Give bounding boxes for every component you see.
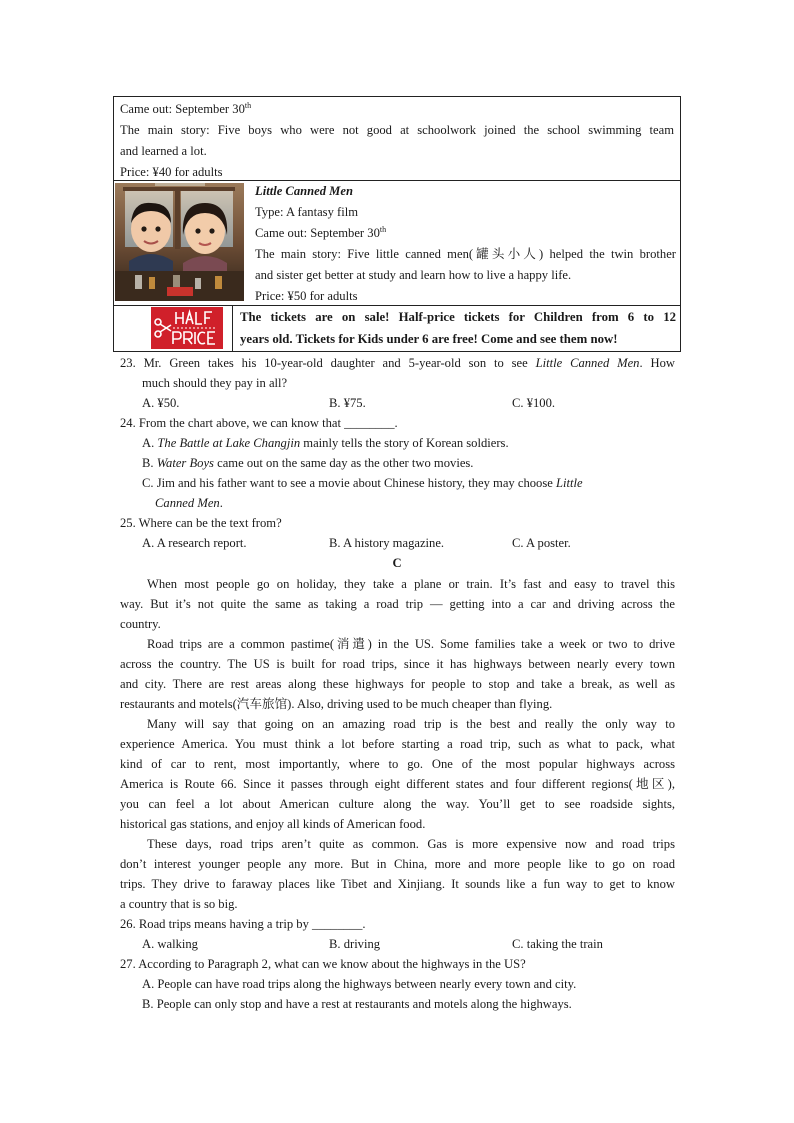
question-25-option-a[interactable]: A. A research report. xyxy=(142,536,247,550)
p4-line: don’t interest younger people any more. But in China, more and more people like to go on road xyxy=(120,857,675,871)
movie-title: Little Canned Men xyxy=(255,184,353,198)
story-text: The main story: Five boys who were not good at schoolwork joined the school swimming team xyxy=(120,123,674,137)
came-out-text: Came out: September 30th xyxy=(120,100,252,116)
question-26-stem: 26. Road trips means having a trip by ________. xyxy=(120,917,366,931)
question-24-option-c-cont: Canned Men. xyxy=(155,496,223,510)
question-27-stem: 27. According to Paragraph 2, what can we know about the highways in the US? xyxy=(120,957,526,971)
question-23-stem: 23. Mr. Green takes his 10-year-old daughter and 5-year-old son to see Little Canned Men. How xyxy=(120,356,675,370)
price-text: Price: ¥50 for adults xyxy=(255,289,358,303)
paragraph-3 xyxy=(120,714,675,834)
paragraph-4 xyxy=(120,834,675,914)
paragraph-1 xyxy=(120,574,675,634)
p1-line: country. xyxy=(120,617,161,631)
question-27-option-a[interactable]: A. People can have road trips along the highways between nearly every town and city. xyxy=(142,977,577,991)
badge-cell xyxy=(114,306,233,351)
p3-line: kind of car to rent, most importantly, where to go. One of the most popular highways across xyxy=(120,757,675,771)
passage xyxy=(120,574,675,914)
p3-line: you can feel a lot about American culture along the way. You’ll get to see roadside sights, xyxy=(120,797,675,811)
notice-line-1: The tickets are on sale! Half-price tickets for Children from 6 to 12 xyxy=(240,310,676,324)
question-25-stem: 25. Where can be the text from? xyxy=(120,516,282,530)
movie-info xyxy=(255,181,676,307)
p4-line: a country that is so big. xyxy=(120,897,238,911)
p2-line: across the country. The US is built for road trips, since it has highways between nearly every town xyxy=(120,657,675,671)
question-27-option-b[interactable]: B. People can only stop and have a rest at restaurants and motels along the highways. xyxy=(142,997,572,1011)
story-text: The main story: Five little canned men(罐头小人) helped the twin brother xyxy=(255,247,676,261)
ticket-notice-row xyxy=(114,306,680,351)
section-heading: C xyxy=(392,556,402,570)
story-text-cont: and sister get better at study and learn how to live a happy life. xyxy=(255,268,572,282)
came-out-text: Came out: September 30th xyxy=(255,224,387,240)
question-26-option-c[interactable]: C. taking the train xyxy=(512,937,603,951)
question-26-option-a[interactable]: A. walking xyxy=(142,937,198,951)
movie-poster-image xyxy=(115,183,244,301)
question-25-option-b[interactable]: B. A history magazine. xyxy=(329,536,445,550)
p2-line: Road trips are a common pastime(消遣) in the US. Some families take a week or two to drive xyxy=(147,637,675,651)
movie-table xyxy=(113,96,681,352)
question-25-option-c[interactable]: C. A poster. xyxy=(512,536,571,550)
question-23-stem-cont: much should they pay in all? xyxy=(142,376,288,390)
p4-line: These days, road trips aren’t quite as common. Gas is more expensive now and road trips xyxy=(147,837,675,851)
half-price-scissors-icon xyxy=(151,307,223,349)
p2-line: and city. There are rest areas along these highways for people to stop and take a break, as well as xyxy=(120,677,675,691)
type-text: Type: A fantasy film xyxy=(255,205,358,219)
question-23-option-a[interactable]: A. ¥50. xyxy=(142,396,180,410)
question-23 xyxy=(120,353,675,393)
notice-line-2: years old. Tickets for Kids under 6 are free! Come and see them now! xyxy=(240,332,618,346)
p3-line: experience America. You must think a lot before starting a road trip, such as what to pack, what xyxy=(120,737,675,751)
price-text: Price: ¥40 for adults xyxy=(120,165,223,179)
p3-line: America is Route 66. Since it passes through eight different states and four different regions(地区), xyxy=(120,777,675,791)
question-26-option-b[interactable]: B. driving xyxy=(329,937,381,951)
question-23-option-c[interactable]: C. ¥100. xyxy=(512,396,556,410)
question-24-option-b[interactable]: B. Water Boys came out on the same day as the other two movies. xyxy=(142,456,474,470)
question-24-stem: 24. From the chart above, we can know that ________. xyxy=(120,416,398,430)
p3-line: Many will say that going on an amazing road trip is the best and really the only way to xyxy=(147,717,675,731)
movie-row-water-boys xyxy=(114,97,680,181)
p4-line: trips. They drive to faraway places like Tibet and Xinjiang. It sounds like a fun way to get to know xyxy=(120,877,675,891)
p3-line: historical gas stations, and enjoy all kinds of American food. xyxy=(120,817,426,831)
movie-row-little-canned-men xyxy=(114,181,680,306)
question-24-option-a[interactable]: A. The Battle at Lake Changjin mainly tells the story of Korean soldiers. xyxy=(142,436,509,450)
paragraph-2 xyxy=(120,634,675,714)
p2-line: restaurants and motels(汽车旅馆). Also, driving used to be much cheaper than flying. xyxy=(120,697,553,711)
p1-line: When most people go on holiday, they take a plane or train. It’s fast and easy to travel this xyxy=(147,577,675,591)
ticket-notice-text xyxy=(240,306,676,350)
story-text-cont: and learned a lot. xyxy=(120,144,207,158)
p1-line: way. But it’s not quite the same as taking a road trip — getting into a car and driving across the xyxy=(120,597,675,611)
question-24-option-c[interactable]: C. Jim and his father want to see a movie about Chinese history, they may choose Little xyxy=(142,476,583,490)
question-23-option-b[interactable]: B. ¥75. xyxy=(329,396,366,410)
